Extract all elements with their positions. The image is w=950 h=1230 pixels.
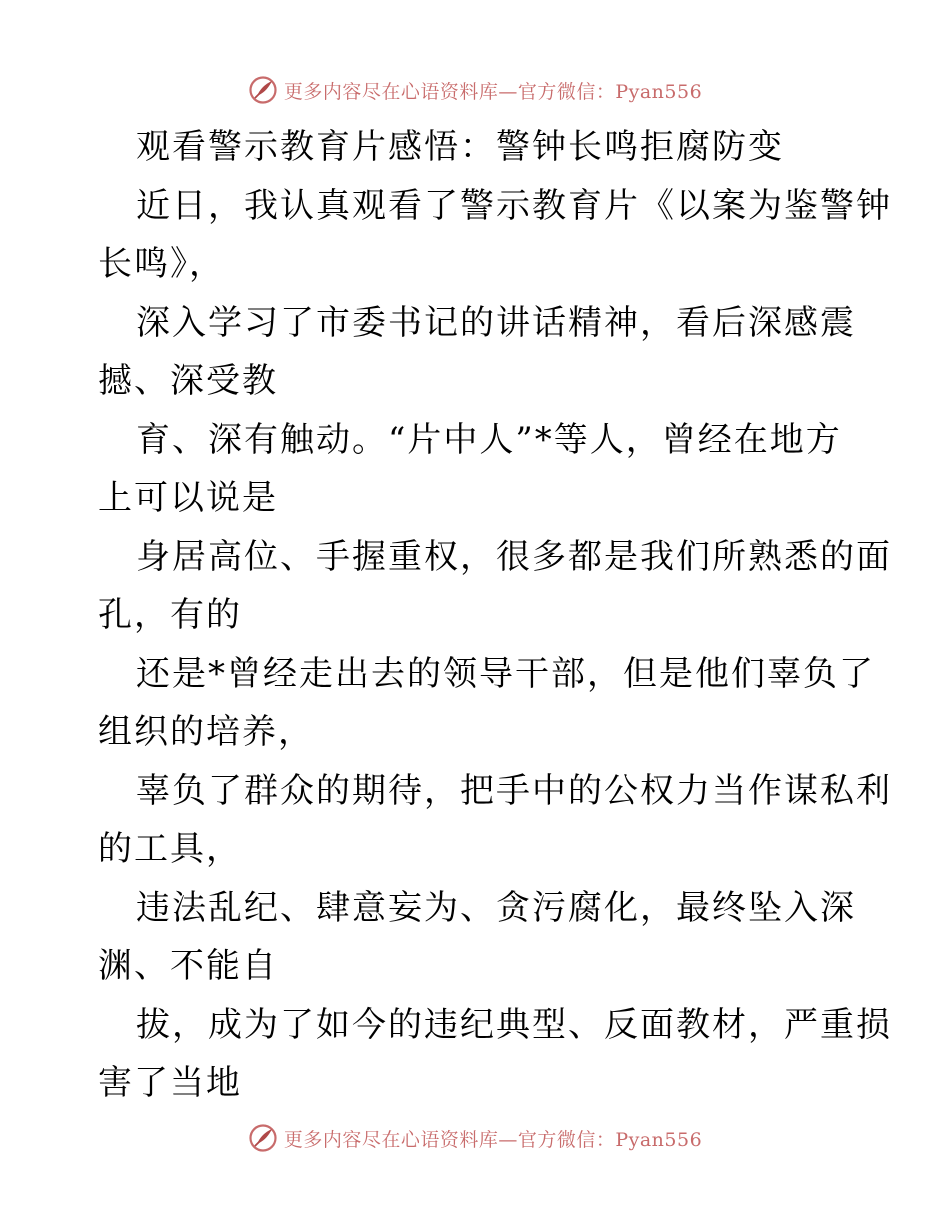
paragraph-line: 育、深有触动。“片中人”*等人，曾经在地方 bbox=[136, 419, 842, 460]
paragraph-line: 辜负了群众的期待，把手中的公权力当作谋私利 bbox=[136, 770, 892, 811]
document-title: 观看警示教育片感悟：警钟长鸣拒腐防变 bbox=[136, 127, 784, 167]
quill-logo-icon bbox=[248, 75, 278, 105]
paragraph-line: 渊、不能自 bbox=[98, 946, 278, 986]
paragraph-line: 拔，成为了如今的违纪典型、反面教材，严重损 bbox=[136, 1004, 892, 1045]
paragraph-line: 的工具， bbox=[98, 829, 242, 869]
paragraph-line: 身居高位、手握重权，很多都是我们所熟悉的面 bbox=[136, 536, 892, 577]
document-body bbox=[98, 118, 892, 1113]
paragraph-line: 近日，我认真观看了警示教育片《以案为鉴警钟 bbox=[136, 185, 892, 226]
paragraph-line: 长鸣》， bbox=[98, 244, 225, 284]
paragraph-line: 深入学习了市委书记的讲话精神，看后深感震 bbox=[136, 302, 856, 343]
paragraph-line: 违法乱纪、肆意妄为、贪污腐化，最终坠入深 bbox=[136, 887, 856, 928]
watermark-text: 更多内容尽在心语资料库—官方微信：Pyan556 bbox=[283, 80, 703, 103]
paragraph-line: 还是*曾经走出去的领导干部，但是他们辜负了 bbox=[136, 653, 875, 694]
quill-logo-icon bbox=[248, 1123, 278, 1153]
paragraph-line: 组织的培养， bbox=[98, 712, 314, 752]
watermark-text: 更多内容尽在心语资料库—官方微信：Pyan556 bbox=[283, 1128, 703, 1151]
paragraph-line: 孔，有的 bbox=[98, 595, 242, 635]
paragraph-line: 害了当地 bbox=[98, 1063, 242, 1103]
header-watermark bbox=[0, 70, 950, 110]
footer-watermark bbox=[0, 1118, 950, 1158]
paragraph-line: 撼、深受教 bbox=[98, 361, 278, 401]
paragraph-line: 上可以说是 bbox=[98, 478, 278, 518]
